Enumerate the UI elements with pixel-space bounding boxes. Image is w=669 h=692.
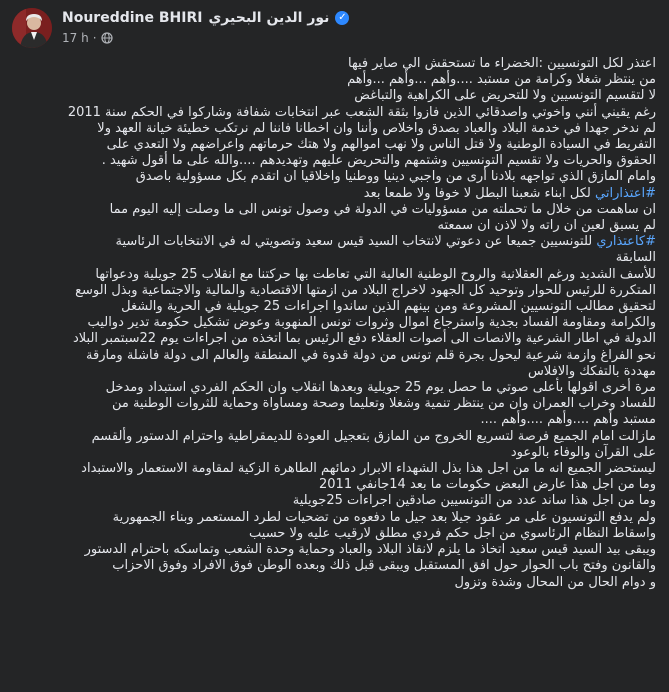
post-line-text: المتكررة للرئيس للحوار وتوحيد كل الجهود لاخراج البلاد من ازمتها الاقتصادية والمالية والاجتماعية وبذل الوسع <box>75 282 656 298</box>
post-timestamp[interactable]: 17 h <box>62 31 89 45</box>
post-line <box>12 153 656 169</box>
post-line-text: مازالت امام الجميع فرصة لتسريع الخروج من المازق بتعجيل العودة للديمقراطية واحترام الدستور وألقسم <box>91 428 656 444</box>
post-line <box>12 364 656 380</box>
post-line-text: ولم يدفع التونسيون على مر عقود جيلا بعد جيل ما دفعوه من تضحيات لطرد المستعمر وبناء الجمهورية <box>112 509 656 525</box>
post-line <box>12 250 656 266</box>
post-line <box>12 315 656 331</box>
post-line-text: ويبقى بيد السيد قيس سعيد اتخاذ ما يلزم لانقاذ البلاد والعباد وحماية وحدة الشعب وتماسكه باحترام الدستور <box>84 542 656 558</box>
post-line <box>12 575 656 591</box>
post-line <box>12 56 656 72</box>
post-line-text: و دوام الحال من المحال وشدة وتزول <box>454 574 656 590</box>
post-header <box>0 0 669 52</box>
post-line <box>12 299 656 315</box>
post-line-text: وما من اجل هذا ساند عدد من التونسيين صادقين اجراءات 25جويلية <box>292 493 656 509</box>
post-line <box>12 234 656 250</box>
post-line-text: والكرامة ومقاومة الفساد بجدية واسترجاع اموال وثروات تونس المنهوبة وعوض تشكيل حكومة تدير دواليب <box>87 315 656 331</box>
post-line <box>12 445 656 461</box>
post-line-text: مستبد وأهم ....وأهم ....وأهم .... <box>480 412 656 428</box>
post-line-text: لم يسبق لعين ان راته ولا لاذن ان سمعته <box>437 218 656 234</box>
hashtag-link[interactable]: #كاعتذاري <box>596 234 656 250</box>
post-line-text: والقانون وفتح باب الحوار حول افق المستقبل ويبقى قبل ذلك وبعده الوطن فوق الافراد وفوق الاحزاب <box>112 558 656 574</box>
post-line <box>12 88 656 104</box>
post-line-text: على القرآن والوفاء بالوعود <box>510 444 656 460</box>
avatar-image <box>12 8 52 48</box>
post-line <box>12 510 656 526</box>
post-line <box>12 169 656 185</box>
post-line <box>12 493 656 509</box>
post-line <box>12 429 656 445</box>
verified-badge-icon: ✓ <box>335 11 349 25</box>
post-line <box>12 348 656 364</box>
post-line-text: لم ندخر جهدا في خدمة البلاد والعباد بصدق واخلاص وأننا وان اخطانا فاننا لم نرتكب خطيئة خيانة العهد ولا <box>97 120 656 136</box>
post-line <box>12 542 656 558</box>
post-line <box>12 331 656 347</box>
post-line-text: الحقوق والحريات ولا تقسيم التونسيين وشتمهم والتحريض عليهم وتهديدهم ....والله على ما أقول شهيد . <box>101 153 656 169</box>
post-line <box>12 380 656 396</box>
post-line-text: وما من اجل هذا عارض البعض حكومات ما بعد 14جانفي 2011 <box>319 477 656 493</box>
post-line-text: وامام المازق الذي تواجهه بلادنا أرى من واجبي دينيا ووطنيا واخلاقيا ان اتقدم بكل مسؤولية باصدق <box>135 169 656 185</box>
post-body <box>12 56 656 591</box>
post-line-text: مرة أخرى اقولها بأعلى صوتي ما حصل يوم 25 جويلية وبعدها انقلاب وان الحكم الفردي استبداد ومدخل <box>105 380 656 396</box>
post-line <box>12 461 656 477</box>
post-line-text: لا لتقسيم التونسيين ولا للتحريض على الكراهية والتباغض <box>354 88 656 104</box>
post-line <box>12 396 656 412</box>
post-line <box>12 105 656 121</box>
post-line <box>12 283 656 299</box>
author-name-arabic[interactable]: نور الدين البحيري <box>208 10 330 26</box>
post-line-text: من ينتظر شغلا وكرامة من مستبد ....وأهم ...وأهم ...وأهم <box>347 72 656 88</box>
post-line <box>12 202 656 218</box>
post-line-text: نحو الفراغ وازمة شرعية ليحول بجرة قلم تونس من دولة قدوة في المنطقة والعالم الى دولة فاشلة ومارقة <box>86 347 656 363</box>
post-line-text: للفساد وخراب العمران وان من ينتظر تنمية وشغلا وتعليما وصحة ومساواة وحماية للثروات الوطنية من <box>111 396 656 412</box>
post-line-text: للتونسيين جميعا عن دعوتي لانتخاب السيد قيس سعيد وتصويتي له في الانتخابات الرئاسية <box>115 234 597 250</box>
hashtag-link[interactable]: #اعتذاراتي <box>595 185 656 201</box>
meta-separator: · <box>92 31 97 45</box>
post-line-text: ان ساهمت من خلال ما تحملته من مسؤوليات في الدولة في وصول تونس الى ما وصلت إليه اليوم مما <box>109 201 656 217</box>
post-line-text: اعتذر لكل التونسيين :الخضراء ما تستحقش الي صاير فيها <box>347 56 656 71</box>
post-line-text: ليستحضر الجميع انه ما من اجل هذا بذل الشهداء الابرار دمائهم الطاهرة الزكية لمقاومة الاستعمار والاستبداد <box>81 461 656 477</box>
post-line-text: السابقة <box>615 250 656 266</box>
post-line <box>12 526 656 542</box>
post-line <box>12 477 656 493</box>
post-line <box>12 412 656 428</box>
author-avatar[interactable] <box>12 8 52 48</box>
post-line-text: رغم يقيني أنني واخوتي واصدقائي الذين فازوا بثقة الشعب عبر انتخابات شفافة وشاركوا في الحكم سنة 2011 <box>67 104 656 120</box>
post-line-text: التفريط في السيادة الوطنية ولا قتل الناس ولا نهب اموالهم ولا هتك حرماتهم واعراضهم ولا التعدي على <box>106 137 656 153</box>
author-name[interactable]: Noureddine BHIRI <box>62 10 203 26</box>
post-line <box>12 218 656 234</box>
post-line <box>12 72 656 88</box>
post-line <box>12 186 656 202</box>
post-line-text: لكل ابناء شعبنا البطل لا خوفا ولا طمعا بعد <box>363 185 596 201</box>
post-line <box>12 137 656 153</box>
post-line-text: مهددة بالتفكك والافلاس <box>528 363 656 379</box>
post-line <box>12 558 656 574</box>
post-line-text: الدولة في اطار الشرعية والانصات الى أصوات العقلاء دفع الرئيس بما اتخذه من اجراءات يوم 22سبتمبر البلاد <box>73 331 656 347</box>
post-line <box>12 267 656 283</box>
post-line-text: للأسف الشديد ورغم العقلانية والروح الوطنية العالية التي تعاطت بها حركتنا مع انقلاب 25 جويلية ودعواتها <box>95 266 656 282</box>
post-line <box>12 121 656 137</box>
post-line-text: واسقاط النظام الرئاسوي من اجل حكم فردي مطلق لارقيب عليه ولا حسيب <box>249 525 656 541</box>
post-line-text: لتحقيق مطالب التونسيين المشروعة ومن بينهم الذين ساندوا اجراءات 25 جويلية في الحرية والشغل <box>121 299 656 315</box>
globe-icon <box>101 32 113 44</box>
